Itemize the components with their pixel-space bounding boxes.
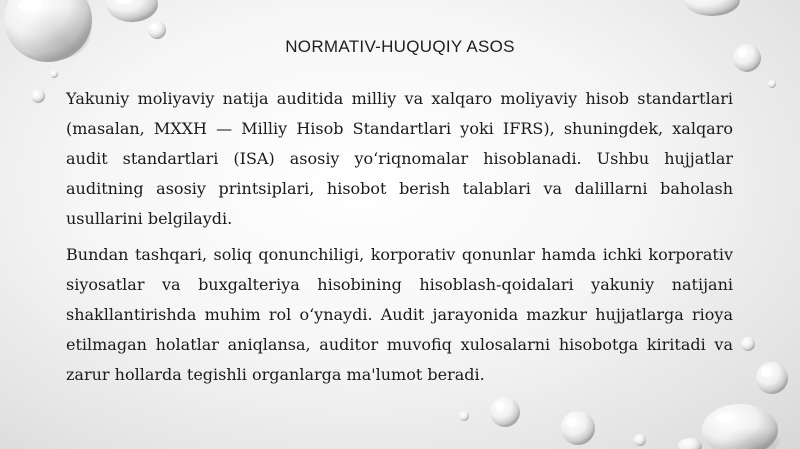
paragraph-standards: Yakuniy moliyaviy natija auditida milliy va xalqaro moliyaviy hisob standartlari (masalan, MXXH — Milliy Hisob Standartlari yoki IFRS), shuningdek, xalqaro audit standartlari (ISA) asosiy yo‘riqnomalar hisoblanadi. Ushbu hujjatlar auditning asosiy printsiplari, hisobot berish talablari va dalillarni baholash usullarini belgilaydi. bbox=[66, 89, 733, 228]
slide-body bbox=[66, 84, 733, 396]
paragraph-legislation: Bundan tashqari, soliq qonunchiligi, korporativ qonunlar hamda ichki korporativ siyosatlar va buxgalteriya hisobining hisoblash-qoidalari yakuniy natijani shakllantirishda muhim rol o‘ynaydi. Audit jarayonida mazkur hujjatlarga rioya etilmagan holatlar aniqlansa, auditor muvofiq xulosalarni hisobotga kiritadi va zarur hollarda tegishli organlarga ma'lumot beradi. bbox=[66, 245, 733, 384]
drop-left-small bbox=[31, 70, 58, 103]
drop-bottom-right-large bbox=[702, 404, 780, 449]
drop-top-center bbox=[106, 0, 158, 22]
slide-title: NORMATIV-HUQUQIY ASOS bbox=[285, 37, 515, 56]
drop-right-middle bbox=[741, 337, 788, 394]
drop-bottom-center bbox=[459, 397, 702, 449]
